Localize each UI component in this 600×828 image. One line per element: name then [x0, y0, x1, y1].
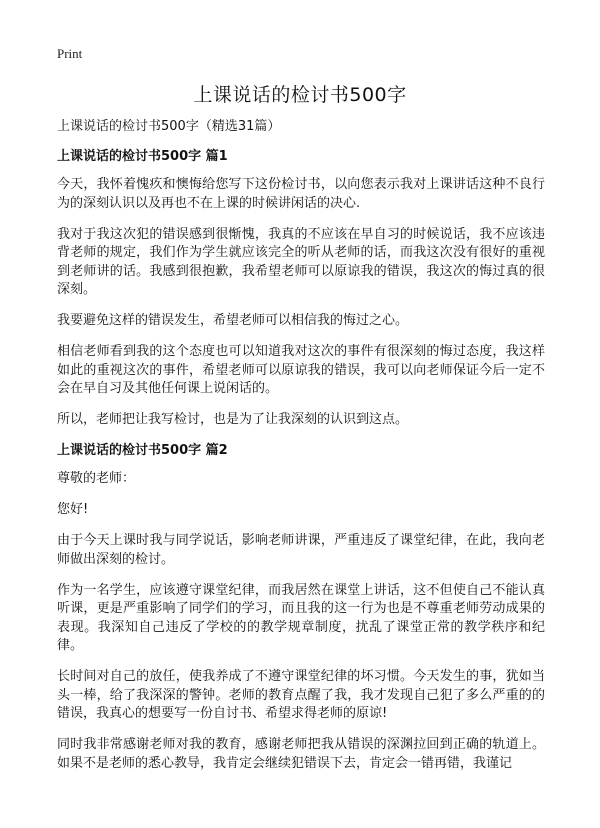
document-body: [57, 118, 545, 786]
paragraph: 您好!: [57, 502, 89, 517]
paragraph: 我要避免这样的错误发生，希望老师可以相信我的悔过之心。: [57, 313, 409, 328]
paragraph: 今天，我怀着愧疚和懊悔给您写下这份检讨书，以向您表示我对上课讲话这种不良行为的深刻认识以及再也不在上课的时候讲闲话的决心.: [57, 177, 545, 211]
paragraph: 所以，老师把让我写检讨，也是为了让我深刻的认识到这点。: [57, 412, 409, 427]
paragraph: 相信老师看到我的这个态度也可以知道我对这次的事件有很深刻的悔过态度，我这样如此的重视这次的事件，希望老师可以原谅我的错误，我可以向老师保证今后一定不会在早自习及其他任何课上说闲话的。: [57, 344, 545, 396]
paragraph: 尊敬的老师：: [57, 471, 136, 486]
document-title: 上课说话的检讨书500字: [193, 84, 407, 106]
section-heading: 上课说话的检讨书500字 篇1: [57, 149, 228, 164]
paragraph: 同时我非常感谢老师对我的教育，感谢老师把我从错误的深渊拉回到正确的轨道上。如果不是老师的悉心教导，我肯定会继续犯错误下去，肯定会一错再错，我谨记: [57, 737, 545, 771]
section-heading: 上课说话的检讨书500字 篇2: [57, 443, 228, 458]
paragraph: 我对于我这次犯的错误感到很惭愧，我真的不应该在早自习的时候说话，我不应该违背老师的规定，我们作为学生就应该完全的听从老师的话，而我这次没有很好的重视到老师讲的话。我感到很抱歉，我希望老师可以原谅我的错误，我这次的悔过真的很深刻。: [57, 226, 545, 297]
print-link[interactable]: Print: [57, 46, 83, 61]
document-subtitle: 上课说话的检讨书500字（精选31篇）: [57, 119, 281, 134]
paragraph: 作为一名学生，应该遵守课堂纪律，而我居然在课堂上讲话，这不但使自己不能认真听课，更是严重影响了同学们的学习，而且我的这一行为也是不尊重老师劳动成果的表现。我深知自己违反了学校的的教学规章制度，扰乱了课堂正常的教学秩序和纪律。: [57, 582, 545, 653]
paragraph: 由于今天上课时我与同学说话，影响老师讲课，严重违反了课堂纪律，在此，我向老师做出深刻的检讨。: [57, 533, 545, 567]
paragraph: 长时间对自己的放任，使我养成了不遵守课堂纪律的坏习惯。今天发生的事，犹如当头一棒，给了我深深的警钟。老师的教育点醒了我，我才发现自己犯了多么严重的的错误，我真心的想要写一份自讨书、希望求得老师的原谅!: [57, 669, 545, 721]
